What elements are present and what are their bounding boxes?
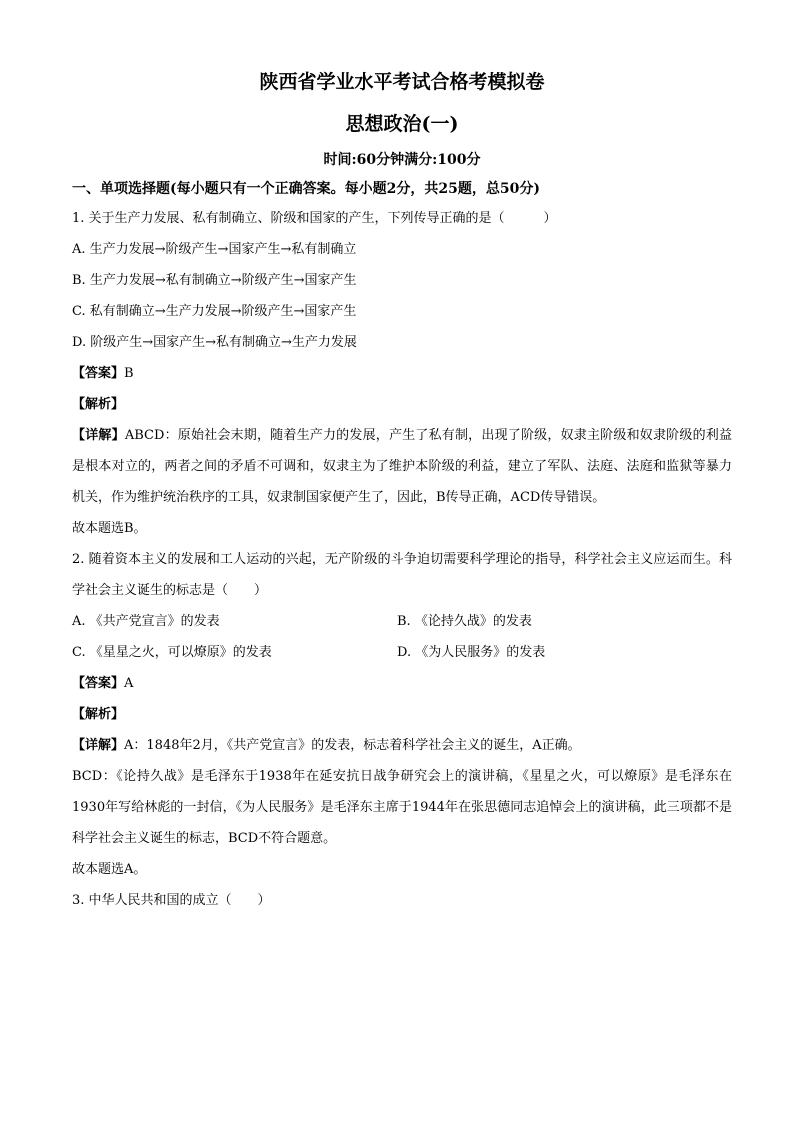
question-stem: 1. 关于生产力发展、私有制确立、阶级和国家的产生，下列传导正确的是（ ）: [72, 211, 557, 226]
answer-label: 【答案】: [72, 676, 125, 691]
detail-text: ABCD：原始社会末期，随着生产力的发展，产生了私有制，出现了阶级，奴隶主阶级和奴隶阶级的利益是根本对立的，两者之间的矛盾不可调和，奴隶主为了维护本阶级的利益，建立了军队、法庭、法庭和监狱等暴力机关，作为维护统治秩序的工具，奴隶制国家便产生了，因此，B传导正确，ACD传导错误。: [72, 428, 732, 505]
section-heading: 一、单项选择题(每小题只有一个正确答案。每小题2分，共25题，总50分): [72, 181, 540, 197]
answer-line: [72, 668, 732, 699]
option-c: C. 私有制确立→生产力发展→阶级产生→国家产生: [72, 304, 357, 319]
conclusion: 故本题选A。: [72, 862, 147, 877]
answer-value: A: [124, 676, 134, 691]
answer-line: [72, 358, 732, 389]
question-3: [72, 885, 732, 916]
detail-paragraph: [72, 420, 732, 513]
option-b: B. 生产力发展→私有制确立→阶级产生→国家产生: [72, 273, 357, 288]
option-a: A. 《共产党宣言》的发表: [72, 614, 220, 629]
subject-title: 思想政治(一): [345, 113, 459, 135]
question-2: [72, 544, 732, 885]
question-stem: 2. 随着资本主义的发展和工人运动的兴起，无产阶级的斗争迫切需要科学理论的指导，科学社会主义应运而生。科学社会主义诞生的标志是（ ）: [72, 552, 732, 598]
detail-paragraph-2: BCD：《论持久战》是毛泽东于1938年在延安抗日战争研究会上的演讲稿，《星星之火，可以燎原》是毛泽东在1930年写给林彪的一封信，《为人民服务》是毛泽东主席于1944年在张思德同志追悼会上的演讲稿，此三项都不是科学社会主义诞生的标志，BCD不符合题意。: [72, 769, 732, 846]
exam-title: 陕西省学业水平考试合格考模拟卷: [259, 71, 545, 93]
option-c: C. 《星星之火，可以燎原》的发表: [72, 645, 272, 660]
exam-page: [72, 62, 732, 916]
detail-text: A：1848年2月，《共产党宣言》的发表，标志着科学社会主义的诞生，A正确。: [124, 738, 581, 753]
detail-paragraph: [72, 730, 732, 761]
question-stem: 3. 中华人民共和国的成立（ ）: [72, 893, 271, 908]
option-b: B. 《论持久战》的发表: [397, 614, 532, 629]
conclusion: 故本题选B。: [72, 521, 147, 536]
analysis-label: 【解析】: [72, 397, 125, 412]
option-d: D. 《为人民服务》的发表: [397, 645, 546, 660]
answer-value: B: [124, 366, 134, 381]
option-d: D. 阶级产生→国家产生→私有制确立→生产力发展: [72, 335, 357, 350]
detail-label: 【详解】: [72, 738, 125, 753]
options-row-1: [72, 606, 732, 637]
question-1: [72, 203, 732, 544]
detail-label: 【详解】: [72, 428, 125, 443]
answer-label: 【答案】: [72, 366, 125, 381]
analysis-label: 【解析】: [72, 707, 125, 722]
option-a: A. 生产力发展→阶级产生→国家产生→私有制确立: [72, 242, 357, 257]
exam-meta: 时间:60分钟满分:100分: [323, 152, 481, 168]
options-row-2: [72, 637, 732, 668]
